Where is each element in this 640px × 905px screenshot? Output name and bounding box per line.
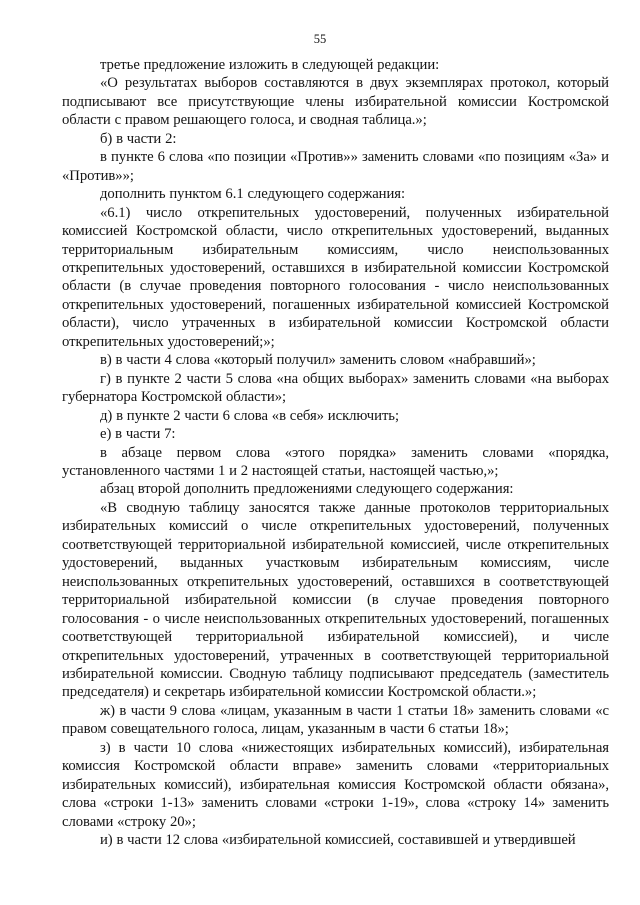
paragraph: з) в части 10 слова «нижестоящих избирательных комиссий), избирательная комиссия Костромской области вправе» заменить словами «территориальных избирательных комиссий), избирательная комиссия Костромской области обязана», слова «строки 1-13» заменить словами «строки 1-19», слова «строку 14» заменить словами «строку 20»; [62, 739, 609, 830]
paragraph: б) в части 2: [100, 130, 177, 147]
document-body [62, 56, 609, 849]
paragraph: д) в пункте 2 части 6 слова «в себя» исключить; [100, 407, 399, 424]
paragraph: «6.1) число открепительных удостоверений, полученных избирательной комиссией Костромской области, число открепительных удостоверений, выданных территориальным избирательным комиссиям, число неиспользованных открепительных удостоверений, оставшихся в избирательной комиссии Костромской области (в случае проведения повторного голосования - число неиспользованных открепительных удостоверений, погашенных избирательной комиссией Костромской области), число утраченных в избирательной комиссии Костромской области открепительных удостоверений;»; [62, 204, 609, 350]
paragraph: в) в части 4 слова «который получил» заменить словом «набравший»; [100, 352, 536, 369]
paragraph: абзац второй дополнить предложениями следующего содержания: [100, 481, 514, 498]
paragraph: «В сводную таблицу заносятся также данные протоколов территориальных избирательных комиссий о числе открепительных удостоверений, полученных соответствующей территориальной избирательной комиссией, числе открепительных удостоверений, выданных участковым избирательным комиссиям, числе неиспользованных открепительных удостоверений, оставшихся в соответствующей территориальной избирательной комиссии (в случае проведения повторного голосования - о числе неиспользованных открепительных удостоверений, погашенных соответствующей территориальной избирательной комиссией), и числе открепительных удостоверений, утраченных в соответствующей территориальной избирательной комиссии. Сводную таблицу подписывают председатель (заместитель председателя) и секретарь избирательной комиссии Костромской области.»; [62, 499, 609, 701]
paragraph: ж) в части 9 слова «лицам, указанным в части 1 статьи 18» заменить словами «с правом совещательного голоса, лицам, указанным в части 6 статьи 18»; [62, 702, 609, 738]
paragraph: третье предложение изложить в следующей редакции: [100, 57, 440, 73]
paragraph: г) в пункте 2 части 5 слова «на общих выборах» заменить словами «на выборах губернатора Костромской области»; [62, 370, 609, 406]
page-number: 55 [313, 32, 327, 46]
paragraph: в пункте 6 слова «по позиции «Против»» заменить словами «по позициям «За» и «Против»»; [62, 149, 609, 184]
paragraph: е) в части 7: [100, 426, 176, 443]
paragraph: и) в части 12 слова «избирательной комиссией, составившей и утвердившей [100, 832, 576, 849]
paragraph: дополнить пунктом 6.1 следующего содержания: [100, 186, 406, 203]
paragraph: в абзаце первом слова «этого порядка» заменить словами «порядка, установленного частями 1 и 2 настоящей статьи, настоящей частью,»; [62, 444, 609, 479]
paragraph: «О результатах выборов составляются в двух экземплярах протокол, который подписывают все присутствующие члены избирательной комиссии Костромской области с правом решающего голоса, и сводная таблица.»; [62, 75, 609, 129]
